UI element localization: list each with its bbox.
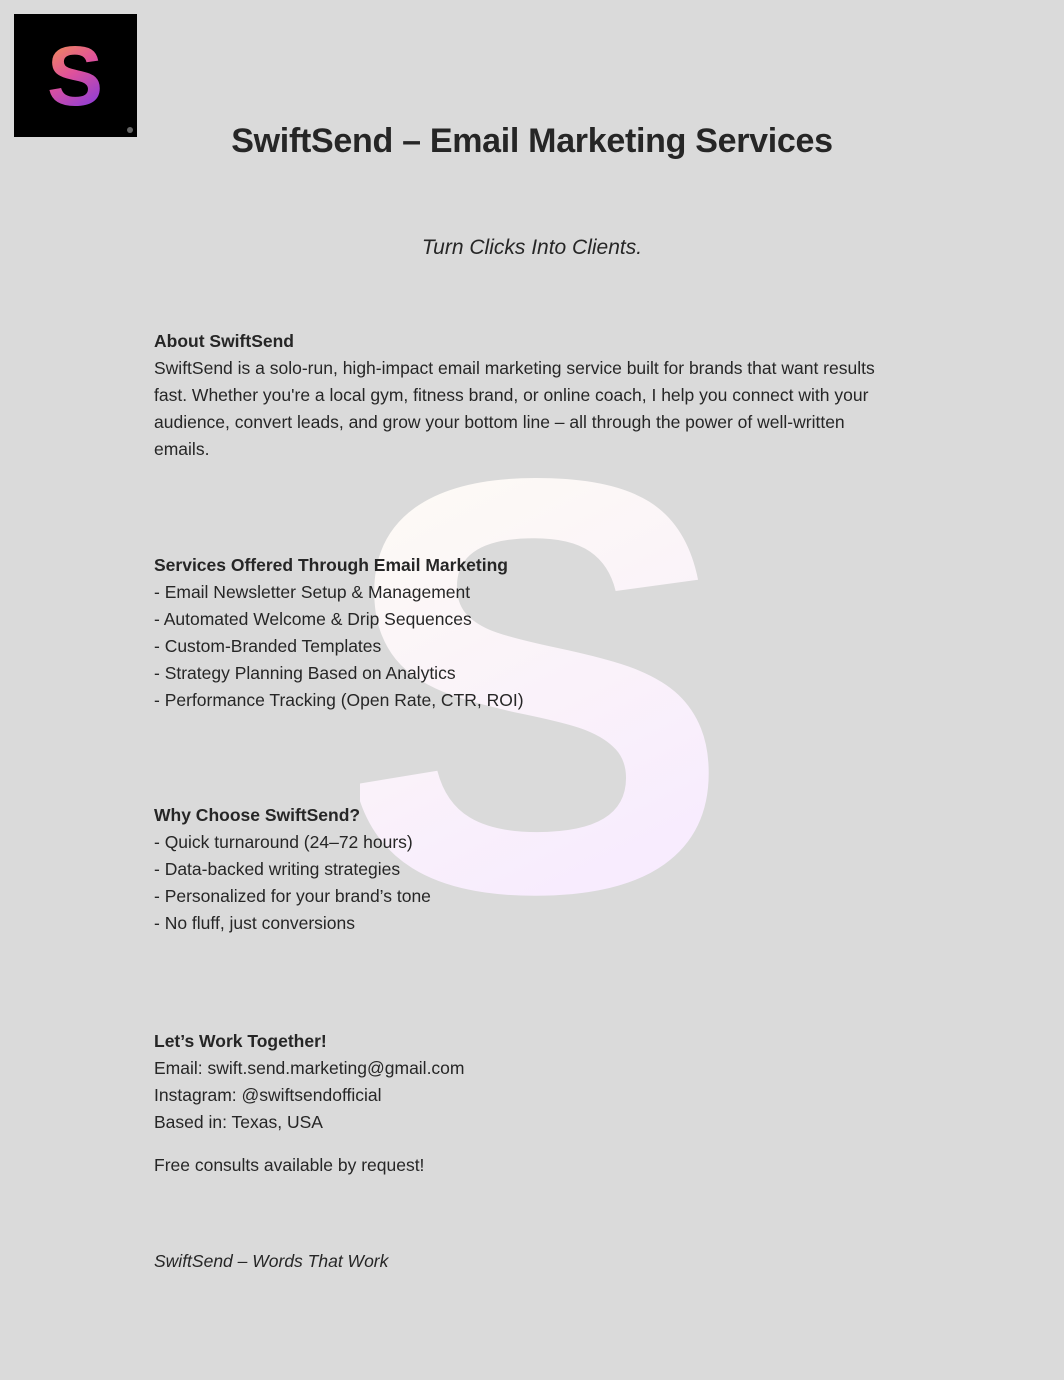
footer-tagline: SwiftSend – Words That Work <box>154 1251 389 1271</box>
services-list <box>154 579 894 714</box>
why-section <box>154 802 894 937</box>
contact-heading: Let’s Work Together! <box>154 1031 327 1051</box>
list-item: - Personalized for your brand’s tone <box>154 886 431 906</box>
list-item: - Strategy Planning Based on Analytics <box>154 663 456 683</box>
contact-instagram: Instagram: @swiftsendofficial <box>154 1085 382 1105</box>
why-list <box>154 829 894 937</box>
about-section <box>154 328 894 463</box>
tagline: Turn Clicks Into Clients. <box>421 236 643 259</box>
services-section <box>154 552 894 714</box>
contact-email: Email: swift.send.marketing@gmail.com <box>154 1058 465 1078</box>
services-heading: Services Offered Through Email Marketing <box>154 555 508 575</box>
list-item: - No fluff, just conversions <box>154 913 356 933</box>
list-item: - Automated Welcome & Drip Sequences <box>154 609 472 629</box>
why-heading: Why Choose SwiftSend? <box>154 805 361 825</box>
list-item: - Performance Tracking (Open Rate, CTR, ROI) <box>154 690 524 710</box>
page-title: SwiftSend – Email Marketing Services <box>231 122 833 160</box>
logo <box>14 14 137 137</box>
s-letter-logo-icon <box>14 14 137 137</box>
list-item: - Email Newsletter Setup & Management <box>154 582 471 602</box>
list-item: - Custom-Branded Templates <box>154 636 382 656</box>
list-item: - Data-backed writing strategies <box>154 859 401 879</box>
consult-note: Free consults available by request! <box>154 1155 425 1175</box>
contact-location: Based in: Texas, USA <box>154 1112 323 1132</box>
about-body: SwiftSend is a solo-run, high-impact email marketing service built for brands that want results fast. Whether you're a local gym, fitness brand, or online coach, I help you connect with your audience, convert leads, and grow your bottom line – all through the power of well-written emails. <box>154 358 875 459</box>
svg-text:S: S <box>360 450 710 900</box>
list-item: - Quick turnaround (24–72 hours) <box>154 832 413 852</box>
contact-section <box>154 1028 894 1136</box>
about-heading: About SwiftSend <box>154 331 294 351</box>
svg-text:S: S <box>46 29 104 123</box>
